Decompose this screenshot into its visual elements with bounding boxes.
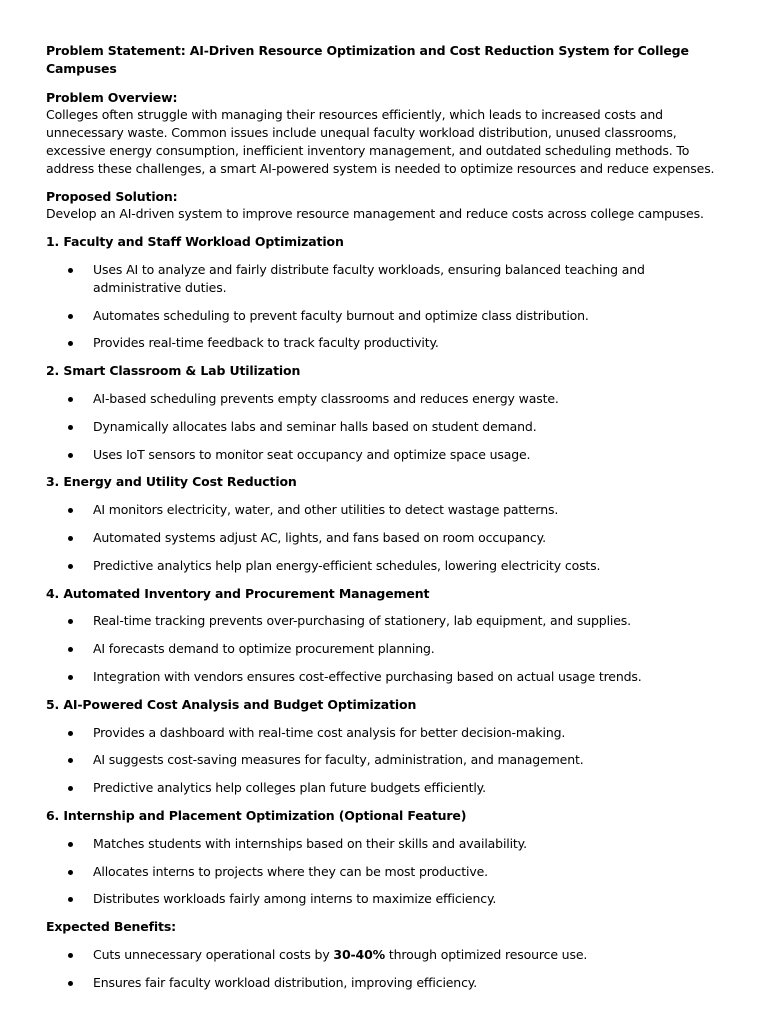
bullet-icon [68,341,73,346]
list-item [46,418,726,436]
bullet-icon [68,619,73,624]
list-item [46,779,726,797]
list-item-text: Matches students with internships based on their skills and availability. [93,835,527,851]
bullet-icon [68,981,73,986]
list-item [46,446,726,464]
expected-benefits [46,918,726,991]
bullet-icon [68,268,73,273]
section-heading: 5. AI-Powered Cost Analysis and Budget Optimization [46,696,417,712]
list-item-text: Integration with vendors ensures cost-effective purchasing based on actual usage trends. [93,668,642,684]
list-item [46,751,726,769]
list-item [46,863,726,881]
list-item [46,890,726,908]
proposed-solution-text: Develop an AI-driven system to improve resource management and reduce costs across college campuses. [46,206,704,222]
bullet-icon [68,953,73,958]
bullet-icon [68,786,73,791]
list-item [46,307,726,325]
bullet-icon [68,314,73,319]
list-item [46,334,726,352]
bullet-icon [68,425,73,430]
list-item-text: Uses AI to analyze and fairly distribute faculty workloads, ensuring balanced teaching and administrative duties. [93,261,645,295]
bullet-list [46,946,726,992]
list-item [46,612,726,630]
list-item-text: Automated systems adjust AC, lights, and fans based on room occupancy. [93,529,546,545]
list-item [46,501,726,519]
list-item-text: AI forecasts demand to optimize procurement planning. [93,641,435,657]
list-item-text: AI suggests cost-saving measures for faculty, administration, and management. [93,752,584,768]
bullet-icon [68,397,73,402]
bullet-icon [68,647,73,652]
list-item [46,390,726,408]
bullet-list [46,724,726,797]
list-item-text: Uses IoT sensors to monitor seat occupancy and optimize space usage. [93,446,531,462]
list-item-text: Predictive analytics help plan energy-efficient schedules, lowering electricity costs. [93,557,601,573]
list-item-text: AI monitors electricity, water, and other utilities to detect wastage patterns. [93,502,559,518]
section-heading: 4. Automated Inventory and Procurement Management [46,585,430,601]
problem-overview-heading: Problem Overview: [46,89,178,105]
bullet-icon [68,842,73,847]
list-item-text: Predictive analytics help colleges plan future budgets efficiently. [93,780,486,796]
list-item-text: Allocates interns to projects where they can be most productive. [93,863,488,879]
benefit-highlight: 30-40% [333,946,386,962]
section-heading: 6. Internship and Placement Optimization (Optional Feature) [46,807,467,823]
section-cost-analysis [46,696,726,797]
list-item [46,946,726,964]
bullet-icon [68,897,73,902]
list-item-text: Automates scheduling to prevent faculty burnout and optimize class distribution. [93,307,589,323]
problem-overview-text: Colleges often struggle with managing their resources efficiently, which leads to increased costs and unnecessary waste. Common issues include unequal faculty workload distribution, unused classrooms, excessive energy consumption, inefficient inventory management, and outdated scheduling methods. To address these challenges, a smart AI-powered system is needed to optimize resources and reduce expenses. [46,107,715,176]
list-item [46,557,726,575]
list-item [46,724,726,742]
list-item [46,261,726,297]
document-title: Problem Statement: AI-Driven Resource Optimization and Cost Reduction System for College Campuses [46,43,689,76]
list-item-text: Ensures fair faculty workload distribution, improving efficiency. [93,974,478,990]
list-item [46,974,726,992]
list-item [46,640,726,658]
bullet-icon [68,536,73,541]
bullet-icon [68,508,73,513]
bullet-icon [68,564,73,569]
section-faculty-workload [46,233,726,352]
benefit-text-before: Cuts unnecessary operational costs by [93,946,334,962]
bullet-icon [68,675,73,680]
list-item-text: AI-based scheduling prevents empty classrooms and reduces energy waste. [93,390,559,406]
bullet-icon [68,453,73,458]
bullet-list [46,835,726,908]
list-item-text: Real-time tracking prevents over-purchasing of stationery, lab equipment, and supplies. [93,613,631,629]
list-item-text: Provides real-time feedback to track faculty productivity. [93,335,439,351]
list-item [46,668,726,686]
bullet-icon [68,758,73,763]
section-classroom-lab [46,362,726,463]
problem-overview [46,89,726,178]
bullet-list [46,261,726,352]
list-item-text: Dynamically allocates labs and seminar halls based on student demand. [93,418,537,434]
list-item [46,529,726,547]
proposed-solution [46,188,726,224]
list-item-text: Distributes workloads fairly among interns to maximize efficiency. [93,891,497,907]
section-heading: 2. Smart Classroom & Lab Utilization [46,363,301,379]
expected-benefits-heading: Expected Benefits: [46,919,177,935]
bullet-icon [68,731,73,736]
list-item-text: Provides a dashboard with real-time cost analysis for better decision-making. [93,724,566,740]
bullet-list [46,612,726,685]
bullet-list [46,501,726,574]
section-heading: 1. Faculty and Staff Workload Optimization [46,234,344,250]
list-item [46,835,726,853]
bullet-list [46,390,726,463]
section-heading: 3. Energy and Utility Cost Reduction [46,474,297,490]
section-internship-placement [46,807,726,908]
section-inventory-procurement [46,585,726,686]
document-page [46,42,726,991]
section-energy-utility [46,473,726,574]
bullet-icon [68,870,73,875]
proposed-solution-heading: Proposed Solution: [46,188,178,204]
benefit-text-after: through optimized resource use. [385,946,588,962]
